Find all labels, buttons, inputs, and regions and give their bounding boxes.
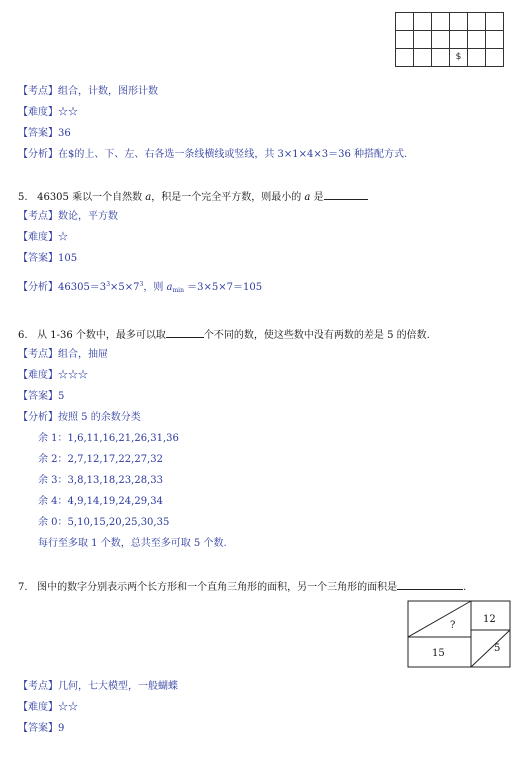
q7-question: 7. 图中的数字分别表示两个长方形和一个直角三角形的面积，另一个三角形的面积是 . [18,579,466,595]
outer-rectangle [408,601,510,667]
q6-answer-blank [166,327,204,338]
q6-remainder-3: 余 3：3,8,13,18,23,28,33 [38,475,163,486]
q5-kaodian: 【考点】数论，平方数 [18,211,118,222]
grid-cell [468,13,486,31]
label-12: 12 [483,614,496,625]
q6-daan: 【答案】5 [18,391,65,402]
q4-fenxi: 【分析】在$的上、下、左、右各选一条线横线或竖线，共 3×1×4×3＝36 种搭配方式. [18,149,408,160]
grid-cell: $ [450,49,468,67]
grid-cell [396,31,414,49]
q4-kaodian: 【考点】组合，计数，图形计数 [18,86,158,97]
q5-daan: 【答案】105 [18,253,78,264]
dollar-grid-figure [395,12,504,67]
grid-cell [432,31,450,49]
q6-fenxi: 【分析】按照 5 的余数分类 [18,412,141,423]
grid-cell [414,31,432,49]
label-15: 15 [432,648,445,659]
q7-geometry-figure [405,597,513,671]
grid-cell [432,49,450,67]
grid-row [396,13,504,31]
q6-nandu: 【难度】☆☆☆ [18,370,88,381]
q5-fenxi: 【分析】$46305=3^3\times 5\times 7^3$，则 $a_{min} =3\times 5\times 7=105$ [18,281,263,294]
grid-cell [450,13,468,31]
label-5: 5 [494,643,501,654]
q7-answer-blank [397,579,463,590]
diagonal-left [408,601,471,637]
grid-row [396,31,504,49]
q6-remainder-1: 余 1：1,6,11,16,21,26,31,36 [38,433,179,444]
grid-cell [414,49,432,67]
q7-kaodian: 【考点】几何，七大模型，一般蝴蝶 [18,681,178,692]
q5-question: 5. 46305 乘以一个自然数 a，积是一个完全平方数，则最小的 a 是 [18,189,368,205]
grid-cell [468,31,486,49]
q5-nandu: 【难度】☆ [18,232,68,243]
grid-cell [396,49,414,67]
grid-cell [432,13,450,31]
grid-cell [468,49,486,67]
grid-row [396,49,504,67]
grid-cell [486,31,504,49]
grid-cell [414,13,432,31]
q6-remainder-4: 余 4：4,9,14,19,24,29,34 [38,496,163,507]
grid-cell [486,13,504,31]
q4-daan: 【答案】36 [18,128,71,139]
grid-cell [396,13,414,31]
grid-cell [486,49,504,67]
diagonal-right [471,630,510,667]
grid-cell [450,31,468,49]
q6-kaodian: 【考点】组合，抽屉 [18,349,108,360]
q7-daan: 【答案】9 [18,723,65,734]
q6-remainder-2: 余 2：2,7,12,17,22,27,32 [38,454,163,465]
q6-conclusion: 每行至多取 1 个数，总共至多可取 5 个数. [38,538,227,549]
label-question: ? [450,620,456,631]
q5-answer-blank [324,189,368,200]
q6-remainder-0: 余 0：5,10,15,20,25,30,35 [38,517,170,528]
q6-question: 6. 从 1-36 个数中，最多可以取 个不同的数，使这些数中没有两数的差是 5 的倍数. [18,327,430,343]
q7-nandu: 【难度】☆☆ [18,702,78,713]
q4-nandu: 【难度】☆☆ [18,107,78,118]
